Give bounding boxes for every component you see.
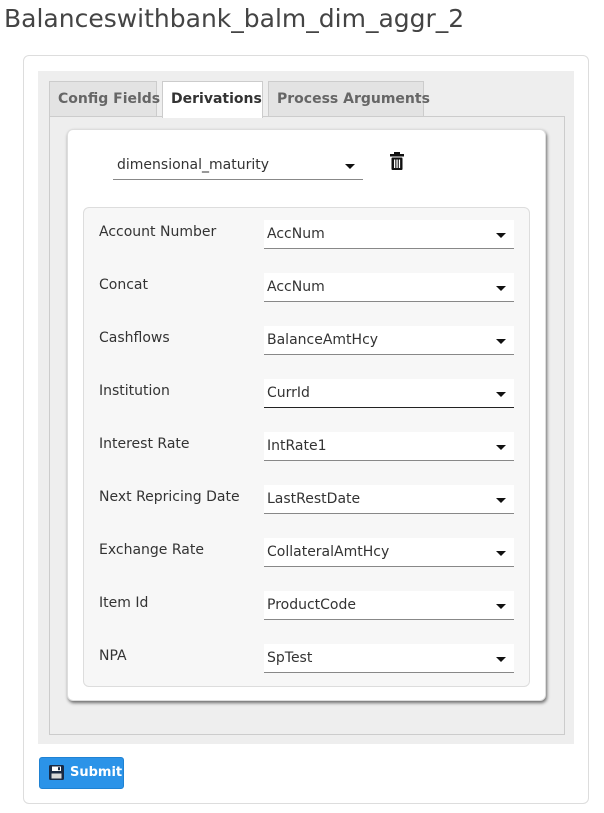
field-value: CurrId [267,385,310,401]
trash-icon[interactable] [389,152,405,170]
field-value: LastRestDate [267,491,361,507]
field-row-concat [84,273,529,303]
chevron-down-icon [496,445,506,450]
npa-select[interactable] [264,644,514,673]
chevron-down-icon [496,551,506,556]
interest-rate-select[interactable] [264,432,514,461]
page-title: Balanceswithbank_balm_dim_aggr_2 [4,4,465,33]
tab-config-fields[interactable]: Config Fields [49,81,157,117]
chevron-down-icon [496,392,506,397]
chevron-down-icon [345,164,355,169]
field-value: ProductCode [267,597,356,613]
cashflows-select[interactable] [264,326,514,355]
field-row-interest-rate [84,432,529,462]
field-label: Next Repricing Date [99,489,240,505]
account-number-select[interactable] [264,220,514,249]
field-label: NPA [99,648,127,664]
derivation-select-value: dimensional_maturity [117,157,269,173]
next-repricing-date-select[interactable] [264,485,514,514]
field-row-cashflows [84,326,529,356]
field-label: Account Number [99,224,217,240]
field-value: CollateralAmtHcy [267,544,390,560]
chevron-down-icon [496,233,506,238]
tab-derivations[interactable]: Derivations [162,81,263,118]
field-label: Exchange Rate [99,542,204,558]
field-value: AccNum [267,279,325,295]
field-value: IntRate1 [267,438,327,454]
field-row-account-number [84,220,529,250]
item-id-select[interactable] [264,591,514,620]
institution-select[interactable] [264,379,514,408]
chevron-down-icon [496,286,506,291]
chevron-down-icon [496,604,506,609]
derivation-fields [83,207,530,687]
derivations-tab-content [49,116,565,735]
field-label: Interest Rate [99,436,190,452]
derivation-card [67,129,546,701]
tab-process-arguments[interactable]: Process Arguments [268,81,424,117]
field-label: Institution [99,383,170,399]
field-row-exchange-rate [84,538,529,568]
chevron-down-icon [496,657,506,662]
form-card [23,55,589,804]
tab-panel [38,71,574,744]
field-value: BalanceAmtHcy [267,332,379,348]
field-row-item-id [84,591,529,621]
save-icon [49,765,64,780]
field-label: Concat [99,277,148,293]
field-row-next-repricing-date [84,485,529,515]
field-label: Cashflows [99,330,170,346]
concat-select[interactable] [264,273,514,302]
field-value: AccNum [267,226,325,242]
chevron-down-icon [496,339,506,344]
submit-label: Submit [70,765,123,780]
chevron-down-icon [496,498,506,503]
derivation-select[interactable] [113,151,363,180]
field-label: Item Id [99,595,149,611]
exchange-rate-select[interactable] [264,538,514,567]
submit-button[interactable] [39,757,124,789]
field-value: SpTest [267,650,313,666]
field-row-institution [84,379,529,409]
field-row-npa [84,644,529,674]
